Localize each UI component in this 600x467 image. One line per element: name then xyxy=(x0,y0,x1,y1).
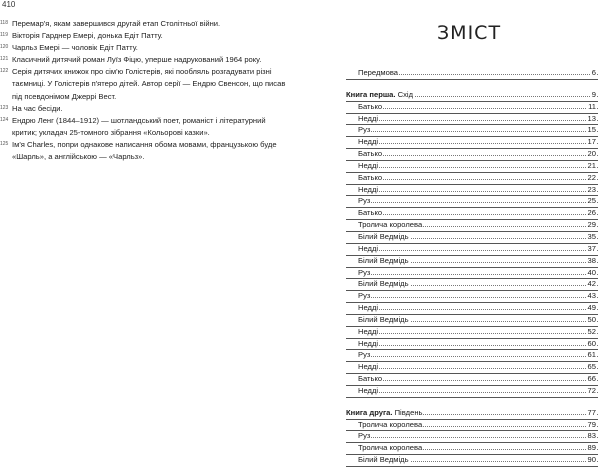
toc-page-number: 11 xyxy=(588,101,596,111)
footnote-text: Класичний дитячий роман Луїз Фіцю, уперше надрукований 1964 року. xyxy=(12,55,262,65)
toc-page-number: 29 xyxy=(587,220,596,230)
footnotes xyxy=(0,18,290,163)
toc-leader-dots xyxy=(358,297,598,298)
page-number: 410 xyxy=(2,0,16,9)
toc-part-heading: Книга друга. xyxy=(346,407,393,417)
footnote xyxy=(0,66,290,102)
footnote xyxy=(0,103,290,115)
toc-entry-title: Батько xyxy=(358,101,383,111)
toc-entry-label xyxy=(358,420,423,430)
toc-entry-label xyxy=(358,114,379,124)
toc-entry-label xyxy=(358,339,379,349)
toc-leader-dots xyxy=(358,368,598,369)
toc-page-number: 22 xyxy=(587,172,596,182)
toc-entry-label xyxy=(358,149,383,159)
toc-entry-label xyxy=(358,125,371,135)
toc-page-number: 13 xyxy=(587,113,596,123)
toc-leader-dots xyxy=(358,437,598,438)
footnote-number: 122 xyxy=(0,68,9,75)
toc-entry-label xyxy=(358,268,371,278)
toc-entry[interactable] xyxy=(346,232,598,244)
toc-entry-label xyxy=(358,137,379,147)
toc-entry[interactable] xyxy=(346,374,598,386)
toc-page-number: 72 xyxy=(587,385,596,395)
toc-entry-title: Недді xyxy=(358,184,379,194)
toc-entry-label xyxy=(358,68,399,78)
footnote-text: Чарльз Емері — чоловік Едіт Патту. xyxy=(12,43,138,53)
toc-entry-label xyxy=(358,374,383,384)
toc-entry[interactable] xyxy=(346,303,598,315)
footnote-text: Ім'я Charles, попри однакове написання обома мовами, французькою буде «Шарль», а англійською — «Чарльз». xyxy=(12,139,277,162)
toc-page-number: 43 xyxy=(587,291,596,301)
footnote-number: 121 xyxy=(0,56,9,63)
toc-entry-title: Недді xyxy=(358,113,379,123)
toc-entry[interactable] xyxy=(346,173,598,185)
toc-page-number: 25 xyxy=(587,196,596,206)
toc-entry[interactable] xyxy=(346,279,598,291)
toc-entry[interactable] xyxy=(346,431,598,443)
toc-leader-dots xyxy=(358,392,598,393)
footnote-number: 123 xyxy=(0,104,9,111)
toc-page-number: 83 xyxy=(587,431,596,441)
toc-entry-label xyxy=(358,185,379,195)
toc-leader-dots xyxy=(358,333,598,334)
toc-page-number: 52 xyxy=(587,326,596,336)
toc-entry[interactable] xyxy=(346,137,598,149)
toc-entry-label xyxy=(358,386,379,396)
toc-entry-title: Недді xyxy=(358,385,379,395)
toc-page-number: 42 xyxy=(587,279,596,289)
toc-page-number: 23 xyxy=(587,184,596,194)
toc-entry-label xyxy=(358,196,371,206)
toc-page-number: 35 xyxy=(587,231,596,241)
footnote-text: На час бесіди. xyxy=(12,103,63,113)
toc-entry-label xyxy=(346,90,414,100)
toc-leader-dots xyxy=(358,274,598,275)
toc-page-number: 79 xyxy=(587,419,596,429)
toc-title: ЗМІСТ xyxy=(437,22,502,44)
toc-entry-title: Білий Ведмідь xyxy=(358,231,409,241)
toc-entry[interactable] xyxy=(346,220,598,232)
toc-entry-label xyxy=(358,279,410,289)
toc-entry-title: Білий Ведмідь xyxy=(358,314,409,324)
toc-leader-dots xyxy=(358,155,598,156)
toc-leader-dots xyxy=(358,108,598,109)
toc-page-number: 60 xyxy=(587,338,596,348)
toc-entry-label xyxy=(358,350,371,360)
toc-entry[interactable] xyxy=(346,455,598,467)
footnote-number: 119 xyxy=(0,32,8,39)
toc-entry-title: Руз xyxy=(358,196,371,206)
toc-entry[interactable] xyxy=(346,161,598,173)
toc-entry[interactable] xyxy=(346,315,598,327)
footnote-text: Серія дитячих книжок про сім'ю Голістерів, які пообляль розгадувати різні таємниці. У Голістерів п'ятеро дітей. Автор серії — Ендрю Свенсон, що писав під псевдонімом Джеррі Вест. xyxy=(12,67,286,101)
toc-entry[interactable] xyxy=(346,102,598,114)
toc-leader-dots xyxy=(358,167,598,168)
toc-entry[interactable] xyxy=(346,386,598,398)
table-of-contents xyxy=(346,68,598,467)
toc-entry-title: Батько xyxy=(358,149,383,159)
toc-page-number: 77 xyxy=(587,407,596,417)
toc-entry-title: Тролича королева xyxy=(358,220,423,230)
footnote xyxy=(0,139,290,163)
toc-entry-label xyxy=(358,102,383,112)
toc-entry-label xyxy=(358,161,379,171)
toc-entry[interactable] xyxy=(346,244,598,256)
toc-leader-dots xyxy=(358,250,598,251)
toc-leader-dots xyxy=(358,179,598,180)
toc-leader-dots xyxy=(358,309,598,310)
toc-entry-title: Батько xyxy=(358,172,383,182)
toc-entry-label xyxy=(358,232,410,242)
toc-entry-label xyxy=(358,256,410,266)
toc-page-number: 40 xyxy=(587,267,596,277)
toc-entry-title: Тролича королева xyxy=(358,419,423,429)
toc-entry-title: Передмова xyxy=(358,68,399,77)
toc-page-number: 21 xyxy=(587,160,596,170)
toc-entry-label xyxy=(358,431,371,441)
toc-entry-title: Недді xyxy=(358,243,379,253)
toc-leader-dots xyxy=(358,356,598,357)
footnote xyxy=(0,30,290,42)
toc-entry[interactable] xyxy=(346,420,598,432)
toc-entry-title: Недді xyxy=(358,137,379,147)
toc-entry-title: Руз xyxy=(358,431,371,441)
toc-entry[interactable] xyxy=(346,149,598,161)
toc-leader-dots xyxy=(358,214,598,215)
toc-entry-label xyxy=(358,244,379,254)
toc-group-gap xyxy=(346,80,598,90)
footnote xyxy=(0,54,290,66)
footnote xyxy=(0,42,290,54)
toc-entry-label xyxy=(358,291,371,301)
toc-entry[interactable] xyxy=(346,114,598,126)
toc-entry-label xyxy=(358,327,379,337)
toc-entry-label xyxy=(358,303,379,313)
toc-leader-dots xyxy=(358,143,598,144)
toc-page-number: 26 xyxy=(587,208,596,218)
toc-entry-label xyxy=(358,455,410,465)
toc-entry-label xyxy=(358,208,383,218)
toc-part-heading: Книга перша. xyxy=(346,89,396,99)
toc-entry-title: Руз xyxy=(358,350,371,360)
toc-part-entry[interactable] xyxy=(346,408,598,420)
toc-entry-title: Білий Ведмідь xyxy=(358,279,409,289)
toc-entry[interactable] xyxy=(346,185,598,197)
footnote-text: Перемар'я, якам завершився другай етап Столітньої війни. xyxy=(12,19,221,28)
toc-entry-title: Недді xyxy=(358,362,379,372)
toc-entry[interactable] xyxy=(346,268,598,280)
toc-entry[interactable] xyxy=(346,68,598,80)
toc-entry-title: Південь xyxy=(392,407,423,417)
toc-entry-title: Тролича королева xyxy=(358,443,423,453)
toc-page-number: 17 xyxy=(587,137,596,147)
toc-page-number: 66 xyxy=(587,374,596,384)
footnote-number: 124 xyxy=(0,116,9,123)
toc-entry-label xyxy=(346,408,423,418)
toc-entry-title: Недді xyxy=(358,303,379,313)
toc-page-number: 90 xyxy=(587,455,596,465)
toc-entry-label xyxy=(358,315,410,325)
toc-entry-title: Батько xyxy=(358,208,383,218)
toc-page-number: 38 xyxy=(587,255,596,265)
toc-entry-title: Недді xyxy=(358,160,379,170)
toc-entry[interactable] xyxy=(346,327,598,339)
toc-entry-title: Батько xyxy=(358,374,383,384)
toc-page-number: 61 xyxy=(587,350,596,360)
toc-entry-title: Схід xyxy=(395,89,414,99)
toc-entry[interactable] xyxy=(346,362,598,374)
toc-leader-dots xyxy=(358,120,598,121)
toc-entry[interactable] xyxy=(346,339,598,351)
toc-entry-label xyxy=(358,220,423,230)
footnote-text: Вікторія Гарднер Емері, донька Едіт Патту. xyxy=(12,31,163,41)
toc-entry-title: Руз xyxy=(358,267,371,277)
toc-page-number: 9 xyxy=(591,89,596,99)
footnote xyxy=(0,18,290,30)
footnote-text: Ендрю Ленг (1844–1912) — шотландський поет, романіст і літературний критик; укладач 25-томного зібрання «Кольорові казки». xyxy=(12,115,266,137)
toc-entry-label xyxy=(358,173,383,183)
toc-leader-dots xyxy=(358,380,598,381)
toc-page-number: 15 xyxy=(587,125,596,135)
toc-page-number: 6 xyxy=(591,68,596,77)
toc-page-number: 37 xyxy=(587,243,596,253)
toc-entry[interactable] xyxy=(346,208,598,220)
toc-entry-title: Руз xyxy=(358,125,371,135)
toc-entry[interactable] xyxy=(346,196,598,208)
toc-entry[interactable] xyxy=(346,125,598,137)
toc-leader-dots xyxy=(358,202,598,203)
footnote xyxy=(0,115,290,139)
toc-entry-title: Білий Ведмідь xyxy=(358,255,409,265)
footnote-number: 120 xyxy=(0,44,9,51)
toc-entry-title: Білий Ведмідь xyxy=(358,455,409,465)
footnote-number: 125 xyxy=(0,140,9,147)
toc-entry-title: Недді xyxy=(358,338,379,348)
toc-entry-label xyxy=(358,362,379,372)
footnote-number: 118 xyxy=(0,20,8,26)
toc-leader-dots xyxy=(358,345,598,346)
toc-entry[interactable] xyxy=(346,443,598,455)
toc-part-entry[interactable] xyxy=(346,90,598,102)
toc-entry[interactable] xyxy=(346,291,598,303)
toc-group-gap xyxy=(346,398,598,408)
toc-page-number: 49 xyxy=(587,303,596,313)
toc-entry[interactable] xyxy=(346,350,598,362)
toc-leader-dots xyxy=(358,191,598,192)
toc-page-number: 65 xyxy=(587,362,596,372)
toc-page-number: 20 xyxy=(587,149,596,159)
toc-entry-title: Недді xyxy=(358,326,379,336)
toc-entry[interactable] xyxy=(346,256,598,268)
toc-leader-dots xyxy=(358,131,598,132)
toc-page-number: 89 xyxy=(587,443,596,453)
toc-page-number: 50 xyxy=(587,314,596,324)
toc-entry-title: Руз xyxy=(358,291,371,301)
